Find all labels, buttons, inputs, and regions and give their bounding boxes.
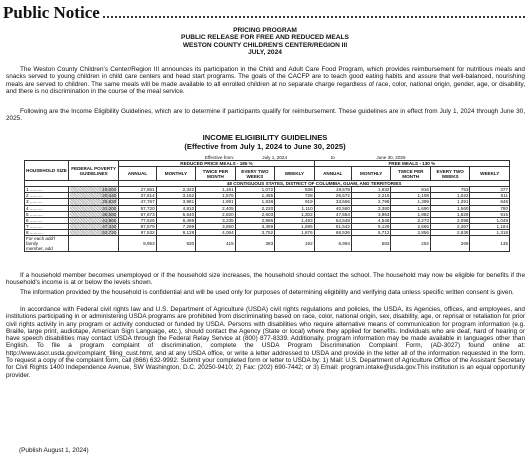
program-line-2: PUBLIC RELEASE FOR FREE AND REDUCED MEALS (181, 34, 349, 42)
col-free-weekly: WEEKLY (470, 167, 510, 181)
unemployed-paragraph (6, 272, 525, 287)
income-cell-f-twice: 1,982 (391, 211, 431, 217)
reduced-price-header: REDUCED PRICE MEALS - 185 % (119, 161, 314, 167)
table-title (0, 134, 530, 151)
income-cell-f-weekly: 646 (470, 199, 510, 205)
program-heading (0, 27, 530, 57)
income-cell-r-two-weeks: 2,220 (235, 205, 275, 211)
income-cell-r-monthly: 4,810 (156, 205, 196, 211)
household-size-cell: 1 .......... (25, 187, 69, 193)
extra-f-annual: 6,994 (314, 236, 351, 252)
col-reduced-annual: ANNUAL (119, 167, 156, 181)
income-cell-f-weekly: 1,318 (470, 229, 510, 235)
col-free-twice: TWICE PER MONTH (391, 167, 431, 181)
nondiscrimination-paragraph (6, 306, 525, 379)
income-cell-r-weekly: 1,302 (275, 211, 315, 217)
income-cell-f-monthly: 1,632 (351, 187, 391, 193)
federal-poverty-header: FEDERAL POVERTY GUIDELINES (68, 161, 118, 181)
income-cell-r-annual: 47,767 (119, 199, 156, 205)
income-cell-f-two-weeks: 2,367 (430, 223, 470, 229)
income-cell-r-monthly: 6,469 (156, 217, 196, 223)
extra-label-line-2: member, add (26, 246, 53, 252)
income-cell-f-twice: 1,399 (391, 199, 431, 205)
income-cell-f-annual: 19,578 (314, 187, 351, 193)
income-cell-f-monthly: 5,712 (351, 229, 391, 235)
region-label: 48 CONTIGUOUS STATES, DISTRICT OF COLUMBIA, GUAM, AND TERRITORIES (119, 181, 510, 187)
extra-f-two-weeks: 269 (430, 236, 470, 252)
income-cell-r-two-weeks: 2,603 (235, 211, 275, 217)
col-free-annual: ANNUAL (314, 167, 351, 181)
poverty-guideline-value: 20,440 (70, 193, 117, 198)
extra-r-twice: 415 (196, 236, 236, 252)
income-cell-f-twice: 1,108 (391, 193, 431, 199)
income-cell-f-monthly: 4,546 (351, 217, 391, 223)
income-cell-r-monthly: 7,299 (156, 223, 196, 229)
household-size-cell: 8 .......... (25, 229, 69, 235)
income-cell-r-weekly: 1,685 (275, 223, 315, 229)
table-body (25, 187, 510, 236)
extra-r-weekly: 192 (275, 236, 315, 252)
income-cell-f-two-weeks: 2,098 (430, 217, 470, 223)
program-line-1: PRICING PROGRAM (233, 27, 297, 34)
income-cell-f-twice: 2,856 (391, 229, 431, 235)
income-cell-f-monthly: 2,798 (351, 199, 391, 205)
income-cell-r-monthly: 2,322 (156, 187, 196, 193)
extra-r-annual: 9,953 (119, 236, 156, 252)
income-cell-r-twice: 1,576 (196, 193, 236, 199)
income-cell-f-annual: 68,536 (314, 229, 351, 235)
income-cell-r-monthly: 3,981 (156, 199, 196, 205)
dot-leader (103, 16, 525, 18)
poverty-guideline-value: 25,820 (70, 199, 117, 204)
income-cell-r-two-weeks: 1,455 (235, 193, 275, 199)
extra-f-weekly: 135 (470, 236, 510, 252)
extra-r-two-weeks: 383 (235, 236, 275, 252)
income-cell-f-twice: 2,273 (391, 217, 431, 223)
income-cell-r-weekly: 1,110 (275, 205, 315, 211)
extra-f-monthly: 583 (351, 236, 391, 252)
income-cell-f-two-weeks: 1,829 (430, 211, 470, 217)
income-cell-f-two-weeks: 1,022 (430, 193, 470, 199)
table-title-line-1: INCOME ELIGIBILITY GUIDELINES (202, 133, 328, 142)
effective-label: Effective from: (204, 155, 235, 160)
income-cell-f-annual: 61,542 (314, 223, 351, 229)
extra-fed (68, 236, 118, 252)
income-eligibility-table (24, 155, 510, 252)
income-cell-f-annual: 54,548 (314, 217, 351, 223)
income-cell-r-two-weeks: 2,986 (235, 217, 275, 223)
col-reduced-monthly: MONTHLY (156, 167, 196, 181)
income-cell-r-twice: 2,820 (196, 211, 236, 217)
household-size-cell: 7 .......... (25, 223, 69, 229)
income-cell-f-annual: 47,554 (314, 211, 351, 217)
col-free-monthly: MONTHLY (351, 167, 391, 181)
col-reduced-weekly: WEEKLY (275, 167, 315, 181)
income-cell-r-twice: 3,650 (196, 223, 236, 229)
income-cell-f-twice: 1,690 (391, 205, 431, 211)
income-cell-f-weekly: 511 (470, 193, 510, 199)
table-title-line-2: (Effective from July 1, 2024 to June 30, 2025) (184, 141, 346, 151)
income-cell-f-monthly: 2,215 (351, 193, 391, 199)
extra-r-monthly: 830 (156, 236, 196, 252)
income-cell-r-annual: 97,532 (119, 229, 156, 235)
confidential-text: The information provided by the household is confidential and will be used only for purposes of determining eligibility and verifying data unless specific written consent is given. (20, 289, 514, 296)
guidelines-note-text: Following are the Income Eligibility Guidelines, which are to determine if participants qualify for reimbursement. These guidelines are in effect from July 1, 2024 through June 30, 2025. (6, 108, 525, 123)
household-size-cell: 3 .......... (25, 199, 69, 205)
poverty-guideline-value: 36,580 (70, 212, 117, 217)
intro-paragraph (6, 66, 525, 95)
guidelines-note (6, 108, 525, 123)
household-size-header: HOUSEHOLD SIZE (25, 161, 69, 181)
extra-member-label (25, 236, 69, 252)
free-meals-header: FREE MEALS - 130 % (314, 161, 509, 167)
income-cell-r-two-weeks: 1,072 (235, 187, 275, 193)
income-cell-r-weekly: 919 (275, 199, 315, 205)
poverty-guideline-value: 15,060 (70, 187, 117, 192)
income-cell-f-twice: 816 (391, 187, 431, 193)
household-size-cell: 5 .......... (25, 211, 69, 217)
nondiscrimination-text: In accordance with Federal civil rights law and U.S. Department of Agriculture (USDA) civil rights regulations and policies, the USDA, its Agencies, offices, and employees, and institutions participating in or administering USDA programs are prohibited from discriminating based on race, color, national origin, sex, disability, age, or reprisal or retaliation for prior civil rights activity in any program or activity conducted or funded by USDA. Persons with disabilities who require alternative means of communication for program information (e.g. Braille, large print, audiotape, American Sign Language, etc.), should contact the Agency (State or local) where they applied for benefits. Individuals who are deaf, hard of hearing or have speech disabilities may contact USDA through the Federal Relay Service at (800) 877-8339. Additionally, program information may be made available in languages other than English. To file a program complaint of discrimination, complete the USDA Program Discrimination Complaint Form, (AD-3027) found online at: http://www.ascr.usda.gov/complaint_filing_cust.html, and at any USDA office, or write a letter addressed to USDA and provide in the letter all of the information requested in the form. To request a copy of the complaint form, call (866) 632-9992. Submit your completed form or letter to USDA by: 1) Mail: U.S. Department of Agriculture Office of the Assistant Secretary for Civil Rights 1400 Independence Avenue, SW Washington, D.C. 20250-9410; 2) Fax: (202) 690-7442; or 3) Email: program.intake@usda.gov.This institution is an equal opportunity provider. (6, 306, 525, 379)
household-size-cell: 2 .......... (25, 193, 69, 199)
income-cell-r-twice: 3,235 (196, 217, 236, 223)
income-cell-r-annual: 37,814 (119, 193, 156, 199)
income-cell-f-weekly: 377 (470, 187, 510, 193)
income-cell-r-two-weeks: 3,369 (235, 223, 275, 229)
household-size-cell: 6 .......... (25, 217, 69, 223)
poverty-guideline-value: 52,720 (70, 230, 117, 235)
income-cell-r-annual: 27,861 (119, 187, 156, 193)
effective-to-label: to (330, 155, 335, 160)
income-cell-r-annual: 87,579 (119, 223, 156, 229)
income-cell-r-twice: 4,064 (196, 229, 236, 235)
poverty-guideline-value: 41,960 (70, 218, 117, 223)
publish-date: (Publish August 1, 2024) (19, 447, 89, 454)
income-cell-f-annual: 33,566 (314, 199, 351, 205)
income-cell-r-twice: 1,161 (196, 187, 236, 193)
income-cell-r-two-weeks: 3,752 (235, 229, 275, 235)
income-cell-r-weekly: 1,876 (275, 229, 315, 235)
poverty-guideline-value: 47,340 (70, 224, 117, 229)
col-reduced-twice: TWICE PER MONTH (196, 167, 236, 181)
income-cell-r-monthly: 8,128 (156, 229, 196, 235)
col-reduced-two-weeks: EVERY TWO WEEKS (235, 167, 275, 181)
income-cell-f-annual: 26,572 (314, 193, 351, 199)
notice-header (3, 2, 525, 22)
income-cell-r-monthly: 3,152 (156, 193, 196, 199)
effective-from: July 1, 2024 (262, 155, 288, 160)
income-cell-r-annual: 77,626 (119, 217, 156, 223)
page-title: Public Notice (3, 3, 100, 22)
income-cell-f-twice: 2,565 (391, 223, 431, 229)
income-cell-f-two-weeks: 2,636 (430, 229, 470, 235)
extra-label-line-1: For each add'l family (26, 236, 55, 247)
income-cell-f-monthly: 3,963 (351, 211, 391, 217)
intro-text: The Weston County Children's Center/Region III announces its participation in the Child and Adult Care Food Program, which provides reimbursement for nutritious meals and snacks served to young children in child care centers and head start programs. The goals of the CACFP are to teach good eating habits and assure that well-balanced, nourishing meals are served to children. The same meals will be made available to all enrolled children at no separate charge regardless of race, color, national origin, gender, age, or disability, and there is no discrimination in the course of the meal service. (6, 66, 525, 95)
income-cell-r-annual: 67,673 (119, 211, 156, 217)
income-cell-f-two-weeks: 753 (430, 187, 470, 193)
col-free-two-weeks: EVERY TWO WEEKS (430, 167, 470, 181)
table-row-extra (25, 236, 510, 252)
income-cell-r-weekly: 728 (275, 193, 315, 199)
effective-to: June 30, 2025 (376, 155, 406, 160)
income-cell-f-monthly: 5,129 (351, 223, 391, 229)
program-line-4: JULY, 2024 (248, 49, 282, 57)
poverty-guideline-value: 31,200 (70, 206, 117, 211)
income-cell-f-weekly: 1,049 (470, 217, 510, 223)
extra-f-twice: 292 (391, 236, 431, 252)
income-cell-r-weekly: 1,493 (275, 217, 315, 223)
income-cell-r-twice: 2,405 (196, 205, 236, 211)
income-cell-f-weekly: 780 (470, 205, 510, 211)
confidential-paragraph (6, 289, 525, 296)
income-cell-f-annual: 40,560 (314, 205, 351, 211)
program-line-3: WESTON COUNTY CHILDREN'S CENTER/REGION III (182, 41, 348, 49)
income-cell-f-two-weeks: 1,291 (430, 199, 470, 205)
income-cell-r-twice: 1,991 (196, 199, 236, 205)
income-cell-f-two-weeks: 1,560 (430, 205, 470, 211)
income-cell-f-weekly: 1,184 (470, 223, 510, 229)
income-cell-r-monthly: 5,640 (156, 211, 196, 217)
income-cell-r-weekly: 536 (275, 187, 315, 193)
household-size-cell: 4 .......... (25, 205, 69, 211)
unemployed-text: If a household member becomes unemployed or if the household size increases, the household should contact the school. The household may now be eligible for benefits if the household's income is at or below the levels shown. (6, 272, 525, 287)
income-cell-r-two-weeks: 1,838 (235, 199, 275, 205)
income-cell-r-annual: 57,720 (119, 205, 156, 211)
income-cell-f-weekly: 915 (470, 211, 510, 217)
income-cell-f-monthly: 3,380 (351, 205, 391, 211)
